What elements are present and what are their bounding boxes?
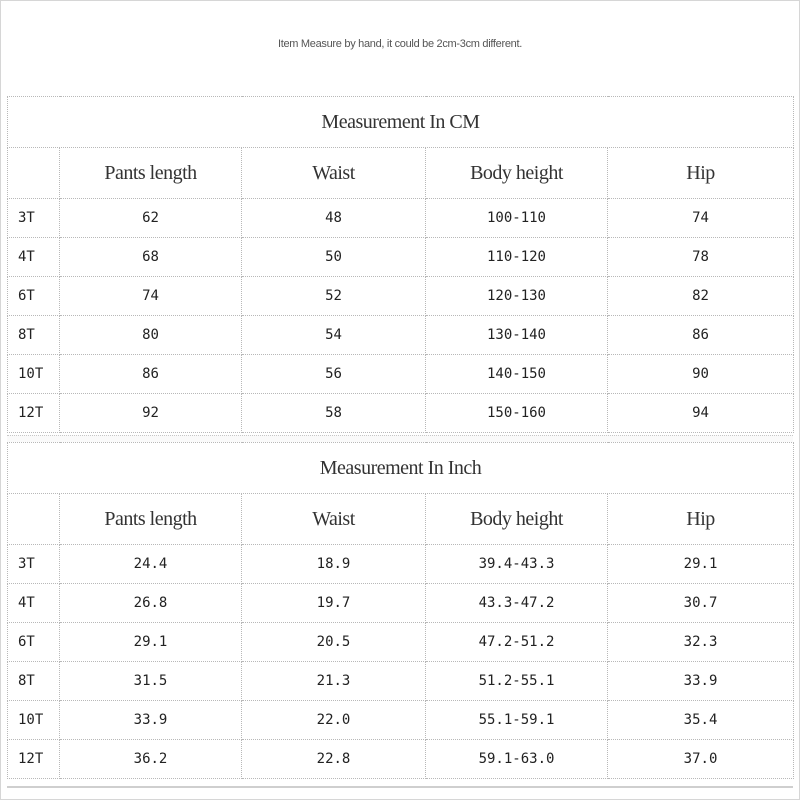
hip-header: Hip — [608, 494, 794, 545]
body-height-value: 59.1-63.0 — [426, 740, 608, 779]
waist-value: 48 — [242, 199, 426, 238]
waist-value: 56 — [242, 355, 426, 394]
body-height-value: 150-160 — [426, 394, 608, 433]
pants-length-value: 31.5 — [60, 662, 242, 701]
pants-length-value: 74 — [60, 277, 242, 316]
pants-length-value: 92 — [60, 394, 242, 433]
table-row — [8, 545, 794, 584]
table-caption: Measurement In CM — [8, 97, 794, 148]
waist-value: 50 — [242, 238, 426, 277]
hip-value: 74 — [608, 199, 794, 238]
pants-length-value: 29.1 — [60, 623, 242, 662]
size-label: 10T — [8, 355, 60, 394]
body-height-value: 51.2-55.1 — [426, 662, 608, 701]
waist-value: 22.8 — [242, 740, 426, 779]
body-height-value: 39.4-43.3 — [426, 545, 608, 584]
section-divider — [7, 435, 793, 442]
size-label: 12T — [8, 740, 60, 779]
size-label: 8T — [8, 662, 60, 701]
hip-value: 86 — [608, 316, 794, 355]
body-height-value: 100-110 — [426, 199, 608, 238]
size-label: 6T — [8, 277, 60, 316]
waist-value: 58 — [242, 394, 426, 433]
bottom-rule — [7, 786, 793, 788]
waist-value: 52 — [242, 277, 426, 316]
table-row — [8, 701, 794, 740]
size-label: 3T — [8, 545, 60, 584]
body-height-header: Body height — [426, 494, 608, 545]
hip-value: 94 — [608, 394, 794, 433]
waist-value: 21.3 — [242, 662, 426, 701]
hip-value: 32.3 — [608, 623, 794, 662]
pants-length-value: 80 — [60, 316, 242, 355]
body-height-value: 130-140 — [426, 316, 608, 355]
size-label: 12T — [8, 394, 60, 433]
table-row — [8, 199, 794, 238]
hip-value: 37.0 — [608, 740, 794, 779]
size-label: 10T — [8, 701, 60, 740]
table-caption-row — [8, 443, 794, 494]
pants-length-value: 86 — [60, 355, 242, 394]
pants-length-value: 68 — [60, 238, 242, 277]
waist-value: 18.9 — [242, 545, 426, 584]
table-row — [8, 623, 794, 662]
table-row — [8, 394, 794, 433]
body-height-value: 140-150 — [426, 355, 608, 394]
size-label: 6T — [8, 623, 60, 662]
table-row — [8, 238, 794, 277]
pants-length-value: 36.2 — [60, 740, 242, 779]
hip-value: 82 — [608, 277, 794, 316]
pants-length-value: 24.4 — [60, 545, 242, 584]
pants-length-value: 33.9 — [60, 701, 242, 740]
waist-value: 19.7 — [242, 584, 426, 623]
table-row — [8, 584, 794, 623]
pants-length-header: Pants length — [60, 494, 242, 545]
size-table-cm — [7, 96, 794, 433]
hip-value: 33.9 — [608, 662, 794, 701]
pants-length-header: Pants length — [60, 148, 242, 199]
table-row — [8, 740, 794, 779]
size-table-inch — [7, 442, 794, 779]
waist-value: 54 — [242, 316, 426, 355]
table-row — [8, 277, 794, 316]
body-height-value: 120-130 — [426, 277, 608, 316]
body-height-value: 43.3-47.2 — [426, 584, 608, 623]
table-caption-row — [8, 97, 794, 148]
hip-value: 35.4 — [608, 701, 794, 740]
size-label: 8T — [8, 316, 60, 355]
size-label: 4T — [8, 238, 60, 277]
size-column-header — [8, 148, 60, 199]
size-column-header — [8, 494, 60, 545]
table-row — [8, 316, 794, 355]
table-header-row — [8, 494, 794, 545]
waist-value: 22.0 — [242, 701, 426, 740]
waist-header: Waist — [242, 148, 426, 199]
table-caption: Measurement In Inch — [8, 443, 794, 494]
table-header-row — [8, 148, 794, 199]
pants-length-value: 62 — [60, 199, 242, 238]
hip-header: Hip — [608, 148, 794, 199]
table-row — [8, 662, 794, 701]
size-label: 3T — [8, 199, 60, 238]
body-height-value: 110-120 — [426, 238, 608, 277]
measurement-note: Item Measure by hand, it could be 2cm-3cm different. — [277, 38, 523, 50]
body-height-value: 47.2-51.2 — [426, 623, 608, 662]
pants-length-value: 26.8 — [60, 584, 242, 623]
hip-value: 78 — [608, 238, 794, 277]
table-row — [8, 355, 794, 394]
body-height-value: 55.1-59.1 — [426, 701, 608, 740]
hip-value: 90 — [608, 355, 794, 394]
waist-value: 20.5 — [242, 623, 426, 662]
size-label: 4T — [8, 584, 60, 623]
body-height-header: Body height — [426, 148, 608, 199]
hip-value: 29.1 — [608, 545, 794, 584]
waist-header: Waist — [242, 494, 426, 545]
hip-value: 30.7 — [608, 584, 794, 623]
